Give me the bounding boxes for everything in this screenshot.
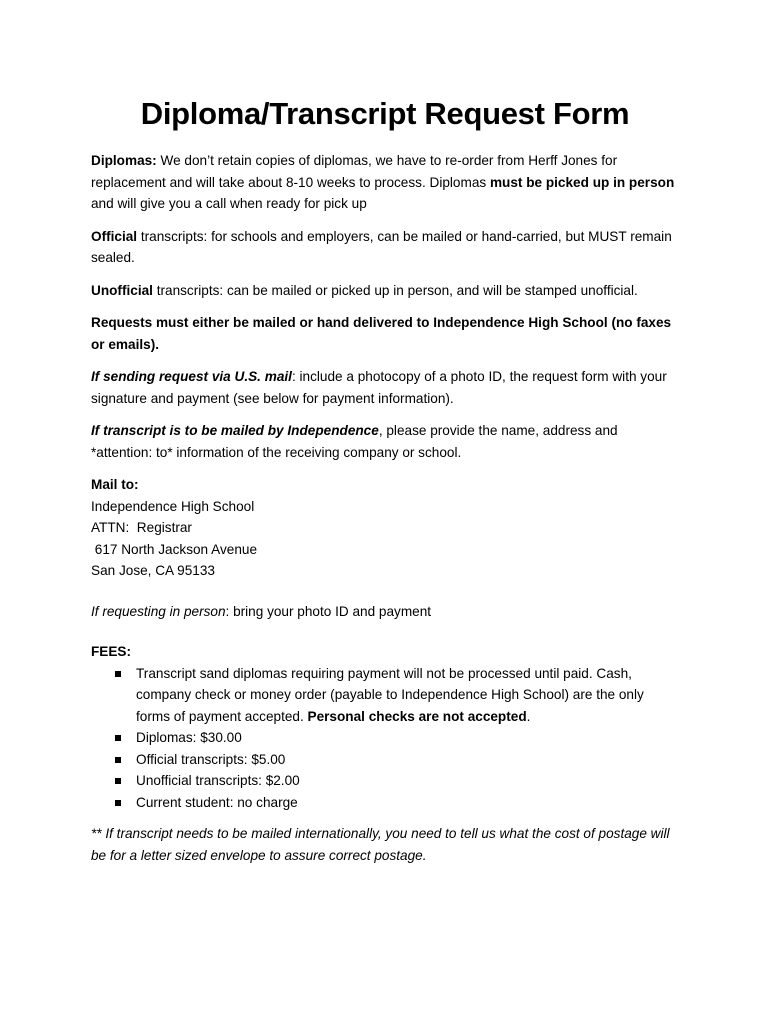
- official-label: Official: [91, 228, 138, 244]
- us-mail-text: : include a photocopy of a photo ID, the request form with your signature and payment (see below for payment information).: [91, 369, 667, 406]
- unofficial-paragraph: [91, 280, 681, 302]
- mailed-by-text: , please provide the name, address and *attention: to* information of the receiving company or school.: [91, 423, 618, 460]
- mailed-by-paragraph: [91, 420, 681, 463]
- unofficial-label: Unofficial: [91, 282, 153, 298]
- address-line: ATTN: Registrar: [91, 520, 192, 535]
- list-item: Unofficial transcripts: $2.00: [136, 770, 681, 792]
- address-line: Independence High School: [91, 498, 255, 514]
- requests-notice: Requests must either be mailed or hand delivered to Independence High School (no faxes or emails).: [91, 315, 672, 352]
- international-note: ** If transcript needs to be mailed internationally, you need to tell us what the cost of postage will be for a letter sized envelope to assure correct postage.: [91, 826, 670, 863]
- list-item: [136, 663, 681, 728]
- list-item: Official transcripts: $5.00: [136, 749, 681, 771]
- list-item: Diplomas: $30.00: [136, 727, 681, 749]
- diplomas-emphasis: must be picked up in person: [489, 174, 675, 190]
- us-mail-label: If sending request via U.S. mail: [91, 369, 292, 384]
- diplomas-paragraph: [91, 150, 681, 215]
- unofficial-text: transcripts: can be mailed or picked up in person, and will be stamped unofficial.: [152, 282, 638, 298]
- list-item: Current student: no charge: [136, 792, 681, 814]
- mailed-by-label: If transcript is to be mailed by Independence: [91, 423, 379, 438]
- mailing-address: [91, 474, 681, 582]
- fees-label: FEES:: [91, 644, 132, 659]
- address-line: 617 North Jackson Avenue: [91, 541, 258, 557]
- spacer: [91, 633, 681, 641]
- in-person-paragraph: [91, 601, 681, 623]
- in-person-text: : bring your photo ID and payment: [225, 603, 432, 619]
- diplomas-text-2: and will give you a call when ready for pick up: [91, 196, 367, 211]
- diplomas-label: Diplomas:: [91, 153, 157, 168]
- fees-list: [91, 663, 681, 814]
- in-person-label: If requesting in person: [91, 603, 226, 619]
- us-mail-paragraph: [91, 366, 681, 409]
- payment-note: Transcript sand diplomas requiring payment will not be processed until paid. Cash, company check or money order (payable to Independence High School) are the only forms of payment accepted.: [136, 665, 644, 724]
- payment-note-end: .: [526, 708, 531, 724]
- official-text: transcripts: for schools and employers, can be mailed or hand-carried, but MUST remain sealed.: [91, 228, 672, 265]
- mail-to-label: Mail to:: [91, 477, 139, 492]
- official-paragraph: [91, 226, 681, 269]
- address-line: San Jose, CA 95133: [91, 563, 215, 578]
- diplomas-text-1: We don’t retain copies of diplomas, we have to re-order from Herff Jones for replacement and will take about 8-10 weeks to process. Diplomas: [91, 153, 618, 190]
- document-body: [91, 150, 681, 877]
- payment-note-bold: Personal checks are not accepted: [307, 708, 527, 724]
- page-title: Diploma/Transcript Request Form: [140, 96, 630, 131]
